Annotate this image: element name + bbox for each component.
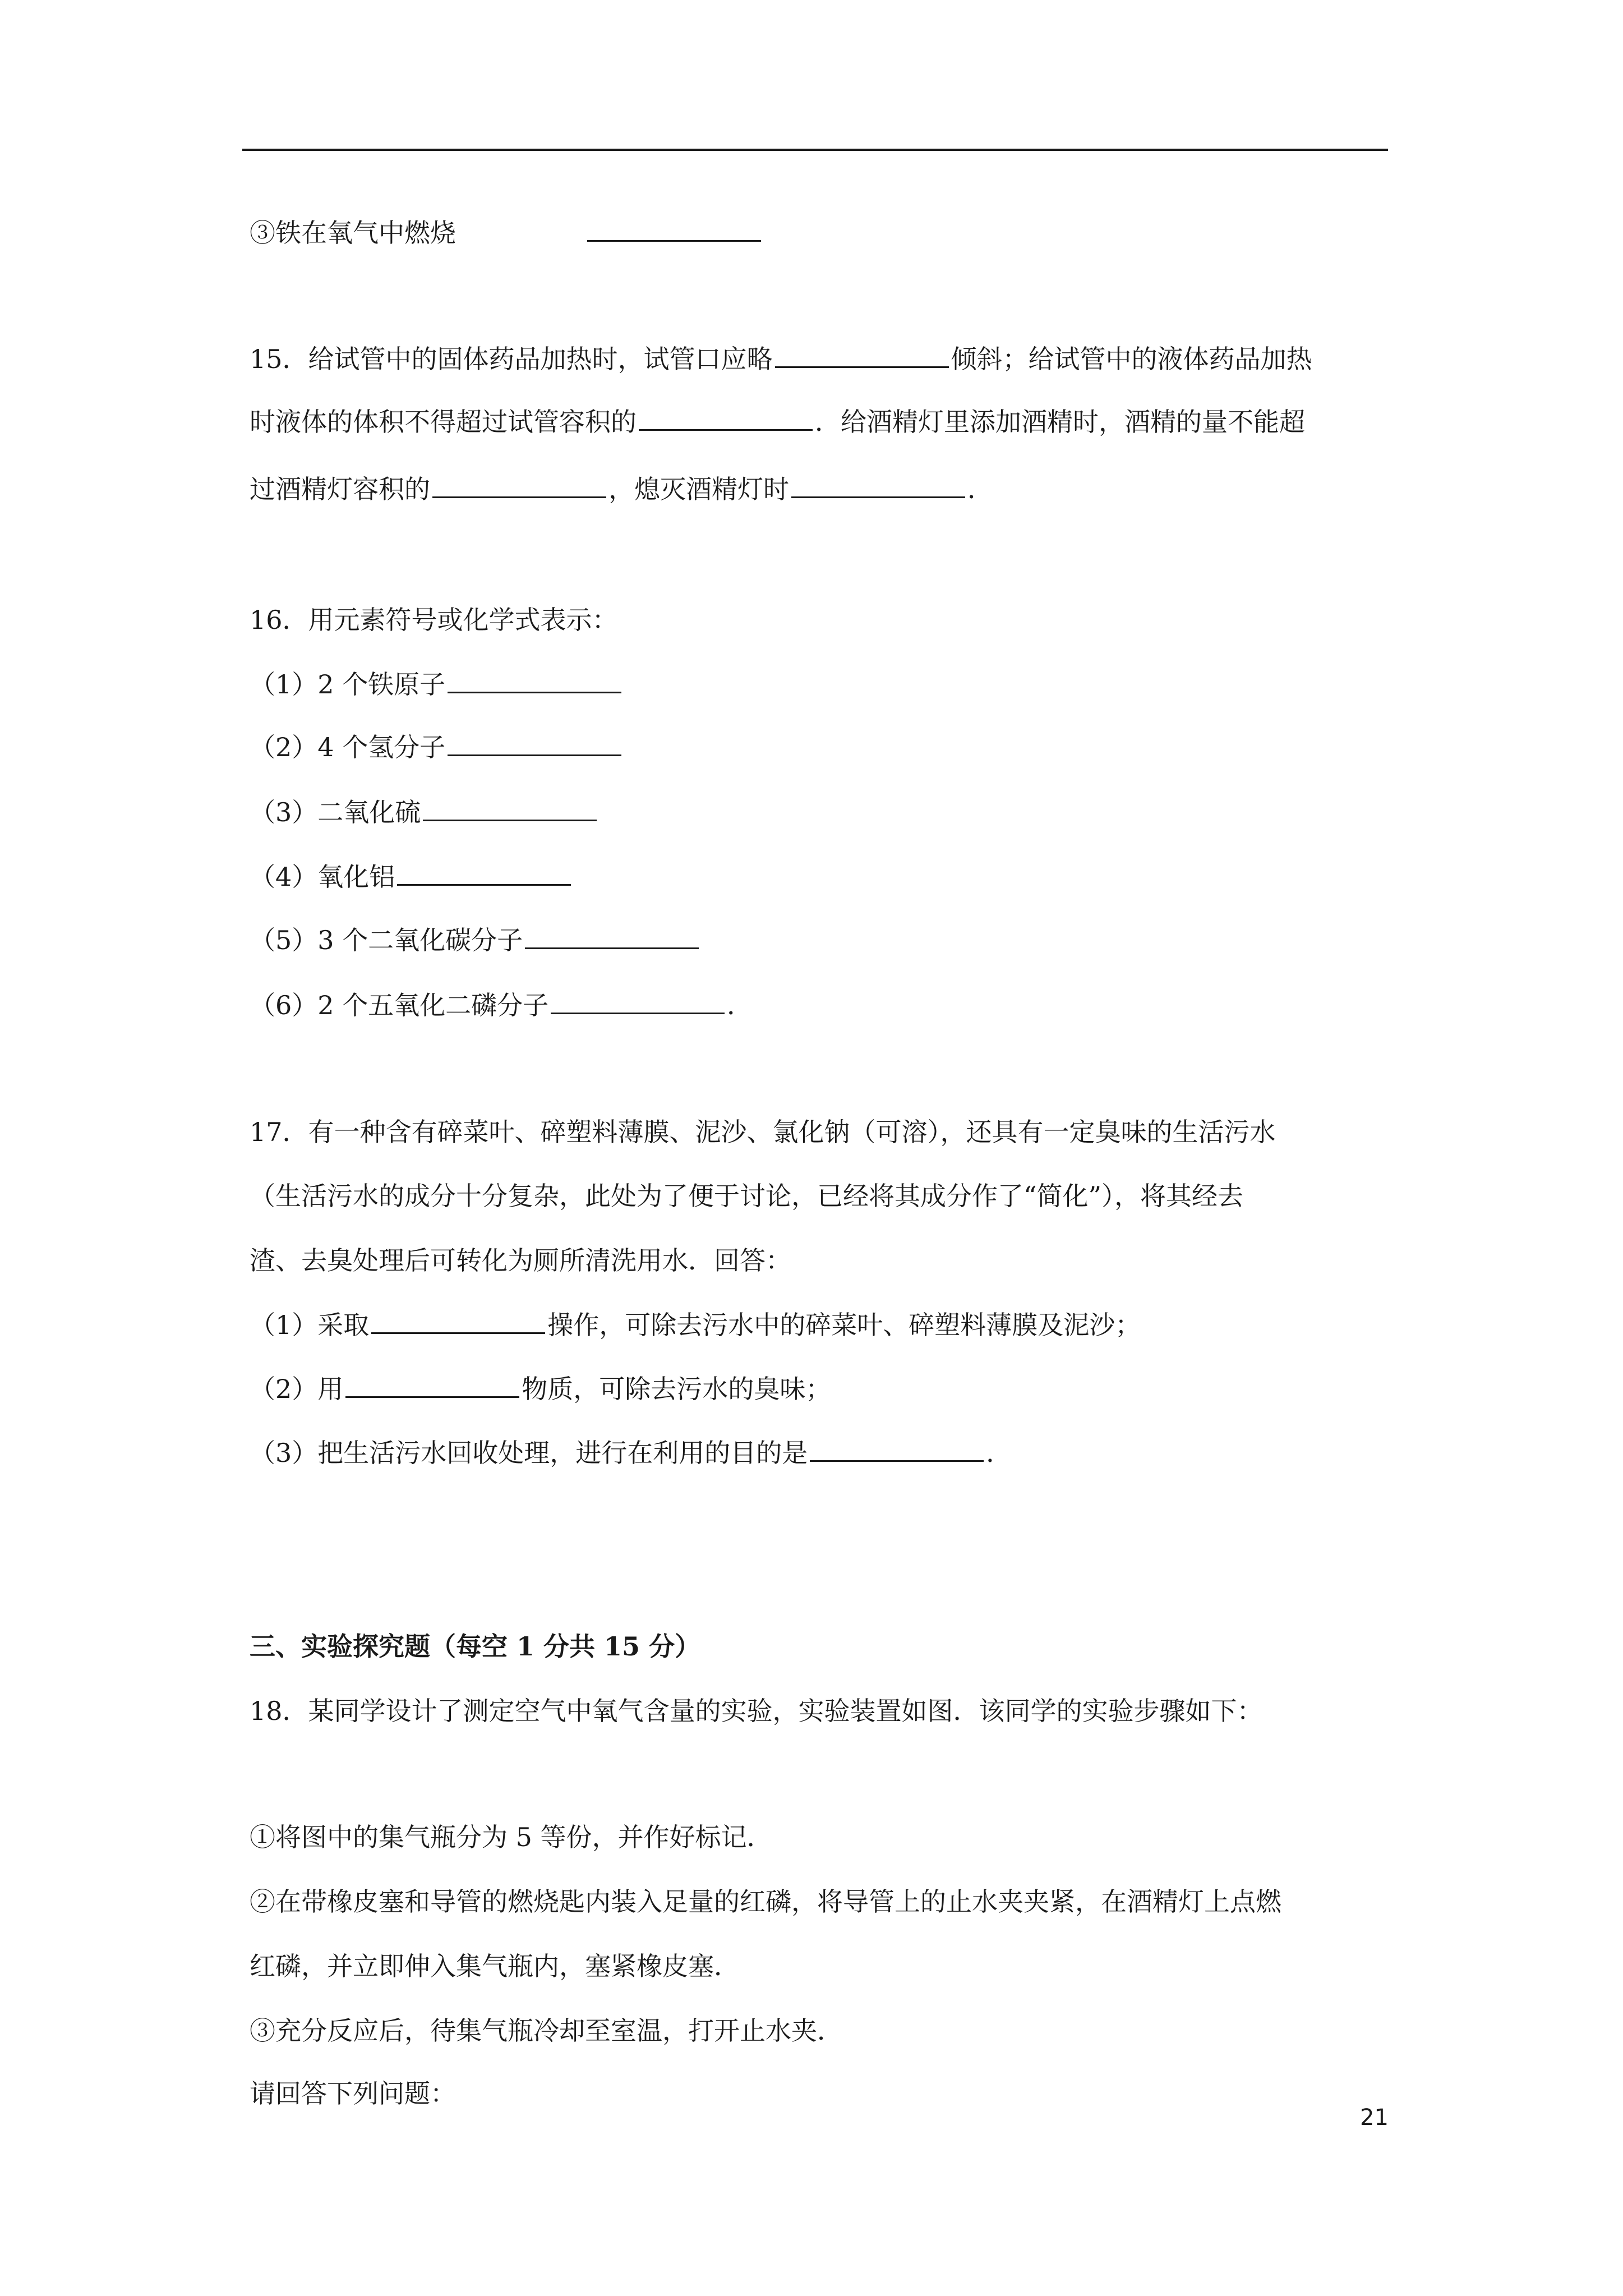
q18-step3: ③充分反应后，待集气瓶冷却至室温，打开止水夹． (250, 2016, 843, 2046)
answer-blank[interactable] (525, 925, 699, 949)
answer-blank[interactable] (791, 474, 965, 498)
q15-line3: 过酒精灯容积的 ，熄灭酒精灯时 ． (250, 474, 993, 504)
q18-step1: ①将图中的集气瓶分为 5 等份，并作好标记． (250, 1822, 773, 1852)
q17-answer1: （1）采取 操作，可除去污水中的碎菜叶、碎塑料薄膜及泥沙； (250, 1310, 1141, 1340)
q17-answer2: （2）用 物质，可除去污水的臭味； (250, 1374, 832, 1404)
q17-line2: （生活污水的成分十分复杂，此处为了便于讨论，已经将其成分作了“简化”），将其经去 (250, 1181, 1244, 1211)
q16-item2: （2）4 个氢分子 (250, 730, 624, 764)
q18-stem: 18．某同学设计了测定空气中氧气含量的实验，实验装置如图．该同学的实验步骤如下： (250, 1696, 1263, 1726)
q18-step2-line1: ②在带橡皮塞和导管的燃烧匙内装入足量的红磷，将导管上的止水夹夹紧，在酒精灯上点燃 (250, 1887, 1281, 1917)
q15-line1: 15．给试管中的固体药品加热时，试管口应略 倾斜；给试管中的液体药品加热 (250, 344, 1312, 374)
q16-stem: 16．用元素符号或化学式表示： (250, 605, 618, 635)
header-rule (242, 149, 1388, 151)
answer-blank[interactable] (639, 407, 813, 431)
q17-answer3: （3）把生活污水回收处理，进行在利用的目的是 ． (250, 1438, 1012, 1468)
q17-line1: 17．有一种含有碎菜叶、碎塑料薄膜、泥沙、氯化钠（可溶），还具有一定臭味的生活污水 (250, 1117, 1276, 1147)
answer-blank[interactable] (423, 797, 597, 821)
section-title: 三、实验探究题（每空 1 分共 15 分） (250, 1631, 701, 1662)
answer-blank[interactable] (775, 344, 949, 368)
q16-item4: （4）氧化铝 (250, 860, 573, 894)
q17-line3: 渣、去臭处理后可转化为厕所清洗用水．回答： (250, 1245, 791, 1276)
q14-item3: ③铁在氧气中燃烧 (250, 216, 763, 250)
answer-blank[interactable] (371, 1310, 545, 1334)
q16-item5: （5）3 个二氧化碳分子 (250, 923, 701, 957)
answer-blank[interactable] (551, 990, 725, 1014)
answer-blank[interactable] (448, 732, 621, 756)
q18-ask: 请回答下列问题： (250, 2078, 456, 2109)
q18-step2-line2: 红磷，并立即伸入集气瓶内，塞紧橡皮塞． (250, 1951, 740, 1981)
answer-blank[interactable] (810, 1438, 984, 1462)
q16-item6: （6）2 个五氧化二磷分子 ． (250, 990, 753, 1020)
answer-blank[interactable] (587, 218, 761, 242)
q16-item1: （1）2 个铁原子 (250, 668, 624, 701)
q15-line2: 时液体的体积不得超过试管容积的 ．给酒精灯里添加酒精时，酒精的量不能超 (250, 407, 1305, 437)
page-number: 21 (1360, 2105, 1389, 2131)
q16-item3: （3）二氧化硫 (250, 795, 599, 829)
answer-blank[interactable] (432, 474, 606, 498)
answer-blank[interactable] (345, 1374, 519, 1398)
answer-blank[interactable] (448, 669, 621, 693)
answer-blank[interactable] (397, 862, 571, 886)
